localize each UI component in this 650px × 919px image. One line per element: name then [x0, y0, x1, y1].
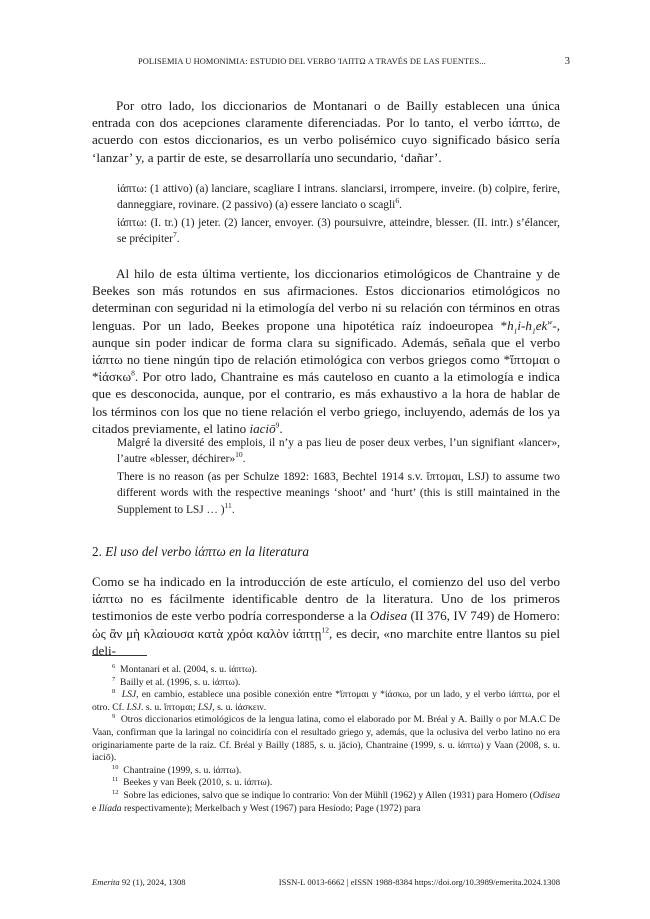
footnote-12: $^{12}$ Sobre las ediciones, salvo que se indique lo contrario: Von der Mühll (1962) y Allen (1931) para Homero (Odisea e Ilíada respectivamente); Merkelbach y West (1967) para Hesíodo; Page (1972) para — [92, 788, 560, 814]
footnote-ref-6[interactable]: 6 — [395, 196, 400, 206]
footnote-8: $^8$ LSJ, en cambio, establece una posible conexión entre *ἴπτομαι y *ἰάσκω, por un lado, y el verbo ἰάπτω, por el otro. Cf. LSJ. s. u. ἴπτομαι; LSJ, s. u. ἰάσκειν. — [92, 688, 561, 713]
page-number: 3 — [564, 56, 570, 67]
running-head-title: POLISEMIA U HOMONIMIA: ESTUDIO DEL VERBO ἸΑΠΤΩ A TRAVÉS DE LAS FUENTES... — [138, 57, 486, 66]
etymology-quote-block — [117, 435, 560, 518]
footnote-divider — [92, 655, 147, 656]
paragraph-3: Como se ha indicado en la introducción de este artículo, el comienzo del uso del verbo ἰάπτω no es fácilmente identificable dentro de la literatura. Uno de los primeros testimonios de este verbo podría corresponderse a la Odisea (II 376, IV 749) de Homero: ὡς ἂν μὴ κλαίουσα κατὰ χρόα καλὸν ἰάπτῃ$^{12}$, es decir, «no marchite entre llantos su piel deli- — [92, 574, 561, 658]
paragraph-1 — [92, 97, 560, 166]
running-header — [80, 57, 570, 71]
footnote-11: $^{11}$ Beekes y van Beek (2010, s. u. ἰάπτω). — [112, 776, 273, 789]
section-number: 2. — [92, 544, 102, 559]
section-title-text: El uso del verbo ἰάπτω en la literatura — [105, 544, 309, 559]
odisea-title: Odisea — [370, 608, 408, 624]
footnotes — [92, 664, 560, 815]
footnote-ref-9[interactable]: 9 — [275, 420, 280, 430]
footnote-7: $^7$ Bailly et al. (1996, s. u. ἰάπτω). — [112, 675, 241, 688]
paragraph-1-text: Por otro lado, los diccionarios de Montanari o de Bailly establecen una única entrada con dos acepciones claramente diferenciadas. Por lo tanto, el verbo ἰάπτω, de acuerdo con estos diccionarios, es un verbo polisémico cuyo significado básico sería ‘lanzar’ y, a partir de este, se desarrollaría uno secundario, ‘dañar’. — [92, 98, 560, 165]
footnote-ref-7[interactable]: 7 — [172, 230, 177, 240]
footnote-ref-10[interactable]: 10 — [235, 450, 243, 460]
journal-citation: Emerita 92 (1), 2024, 1308 — [92, 877, 186, 887]
dictionary-quote-block — [117, 181, 560, 248]
latin-word: iaciō — [249, 420, 276, 436]
section-heading — [92, 544, 309, 560]
footnote-ref-12[interactable]: 12 — [321, 625, 330, 635]
footnote-ref-8[interactable]: 8 — [131, 368, 135, 378]
paragraph-2: Al hilo de esta última vertiente, los diccionarios etimológicos de Chantraine y de Beekes son más rotundos en sus afirmaciones. Estos diccionarios etimológicos no determinan con seguridad ni la etimología del verbo ni su relación con términos en otras lenguas. Por un lado, Beekes propone una hipotética raíz indoeuropea $*h_1i-h_1ek^w-$, aunque sin poder indicar de forma clara su significado. Además, señala que el verbo ἰάπτω no tiene ningún tipo de relación etimológica con verbos griegos como *ἴπτομαι o *ἰάσκω$^8$. Por otro lado, Chantraine es más cauteloso en cuanto a la etimología e indica que es desconocida, aunque, por el contrario, es más exhaustivo a la hora de hablar de los términos con los que no tiene relación el verbo griego, incluyendo, además de los ya citados previamente, el latino iaciō$^9$. — [92, 266, 560, 436]
quote-montanari: ἰάπτω: (1 attivo) (a) lanciare, scagliare I intrans. slanciarsi, irrompere, inveire. (b) colpire, ferire, danneggiare, rovinare. (2 passivo) (a) essere lanciato o scagli$^6$. — [117, 183, 560, 212]
ie-root: $h_1i-h_1ek^w$ — [507, 317, 553, 336]
footnote-9: $^9$ Otros diccionarios etimológicos de la lengua latina, como el elaborado por M. Bréal y A. Bailly o por M.A.C De Vaan, confirman que la laringal no coincidiría con el resultado griego y, además, que la oclusiva del verbo latino no era originariamente parte de la raíz. Cf. Bréal y Bailly (1885, s. u. jăcio), Chantraine (1999, s. u. ἰάπτω) y Vaan (2008, s. u. iaciō). — [92, 713, 560, 764]
footnote-6: $^6$ Montanari et al. (2004, s. u. ἰάπτω). — [112, 662, 257, 675]
footnote-ref-11[interactable]: 11 — [224, 500, 232, 510]
issn-doi: ISSN-L 0013-6662 | eISSN 1988-8384 https://doi.org/10.3989/emerita.2024.1308 — [278, 877, 560, 887]
quote-bailly: ἰάπτω: (I. tr.) (1) jeter. (2) lancer, envoyer. (3) poursuivre, atteindre, blesser. (II. intr.) s’élancer, se précipiter$^7$. — [117, 216, 560, 246]
footnote-10: $^{10}$ Chantraine (1999, s. u. ἰάπτω). — [112, 763, 242, 776]
quote-beekes: There is no reason (as per Schulze 1892: 1683, Bechtel 1914 s.v. ἴπτομαι, LSJ) to assume two different words with the respective meanings ‘shoot’ and ‘hurt’ (this is still maintained in the Supplement to LSJ … )$^{11}$. — [117, 470, 560, 516]
quote-chantraine: Malgré la diversité des emplois, il n’y a pas lieu de poser deux verbes, l’un signifiant «lancer», l’autre «blesser, déchirer»$^{10}$. — [117, 437, 560, 466]
